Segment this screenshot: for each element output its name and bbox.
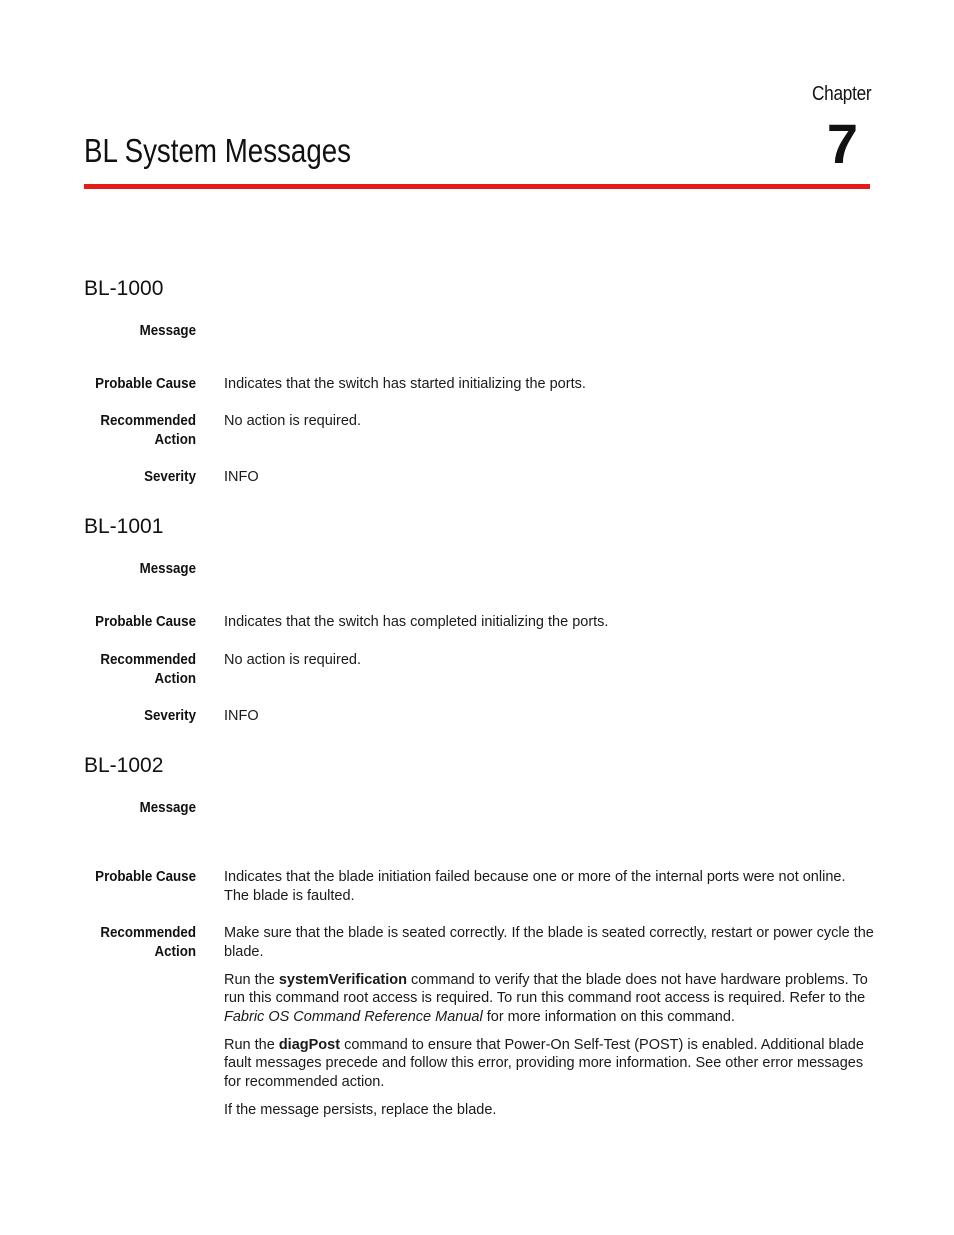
recommended-action-label [76,412,196,450]
chapter-label: Chapter [812,83,872,105]
recommended-action-value: No action is required. [224,652,362,668]
chapter-number: 7 [826,112,858,175]
recommended-label-line1: Recommended [100,413,196,429]
message-label: Message [139,323,196,339]
manual-reference: Fabric OS Command Reference Manual [224,1008,483,1025]
recommended-action-value: No action is required. [224,413,362,429]
text-run: Run the [224,1036,279,1053]
title-rule [84,184,870,189]
severity-value: INFO [224,708,259,724]
probable-cause-value: Indicates that the blade initiation failed because one or more of the internal ports were not online. The blade is faulted. [224,869,846,904]
recommended-action-label [76,924,196,962]
severity-label: Severity [144,708,196,724]
probable-cause-label: Probable Cause [95,869,196,885]
command-name-systemverification: systemVerification [278,971,407,988]
text-run: for more information on this command. [482,1008,735,1025]
recommended-label-line2: Action [154,671,196,687]
severity-label: Severity [144,469,196,485]
text-run: command to ensure that Power-On Self-Test (POST) is enabled. Additional blade fault messages precede and follow this error, providing more information. See other error messages for recommended action. [224,1036,864,1090]
probable-cause-label: Probable Cause [95,376,196,392]
probable-cause-value: Indicates that the switch has started initializing the ports. [224,376,586,392]
recommended-action-value [224,924,874,1129]
message-label: Message [139,561,196,577]
recommended-label-line2: Action [154,944,196,960]
chapter-title: BL System Messages [84,132,352,169]
recommended-paragraph-4: If the message persists, replace the blade. [224,1101,497,1118]
text-run: command to verify that the blade does not have hardware problems. To run this command root access is required. To run this command root access is required. Refer to the [224,971,868,1006]
command-name-diagpost: diagPost [278,1036,341,1053]
recommended-action-label [76,651,196,689]
recommended-label-line2: Action [154,432,196,448]
recommended-label-line1: Recommended [100,925,196,941]
recommended-label-line1: Recommended [100,652,196,668]
message-label: Message [139,800,196,816]
severity-value: INFO [224,469,259,485]
text-run: Run the [224,971,279,988]
recommended-paragraph-2 [224,971,874,1027]
probable-cause-label: Probable Cause [95,614,196,630]
recommended-paragraph-3 [224,1036,874,1092]
section-heading: BL-1000 [84,277,164,300]
probable-cause-value: Indicates that the switch has completed initializing the ports. [224,614,609,630]
section-heading: BL-1001 [84,515,164,538]
recommended-paragraph-1: Make sure that the blade is seated correctly. If the blade is seated correctly, restart or power cycle the blade. [224,925,874,960]
section-heading: BL-1002 [84,754,164,777]
